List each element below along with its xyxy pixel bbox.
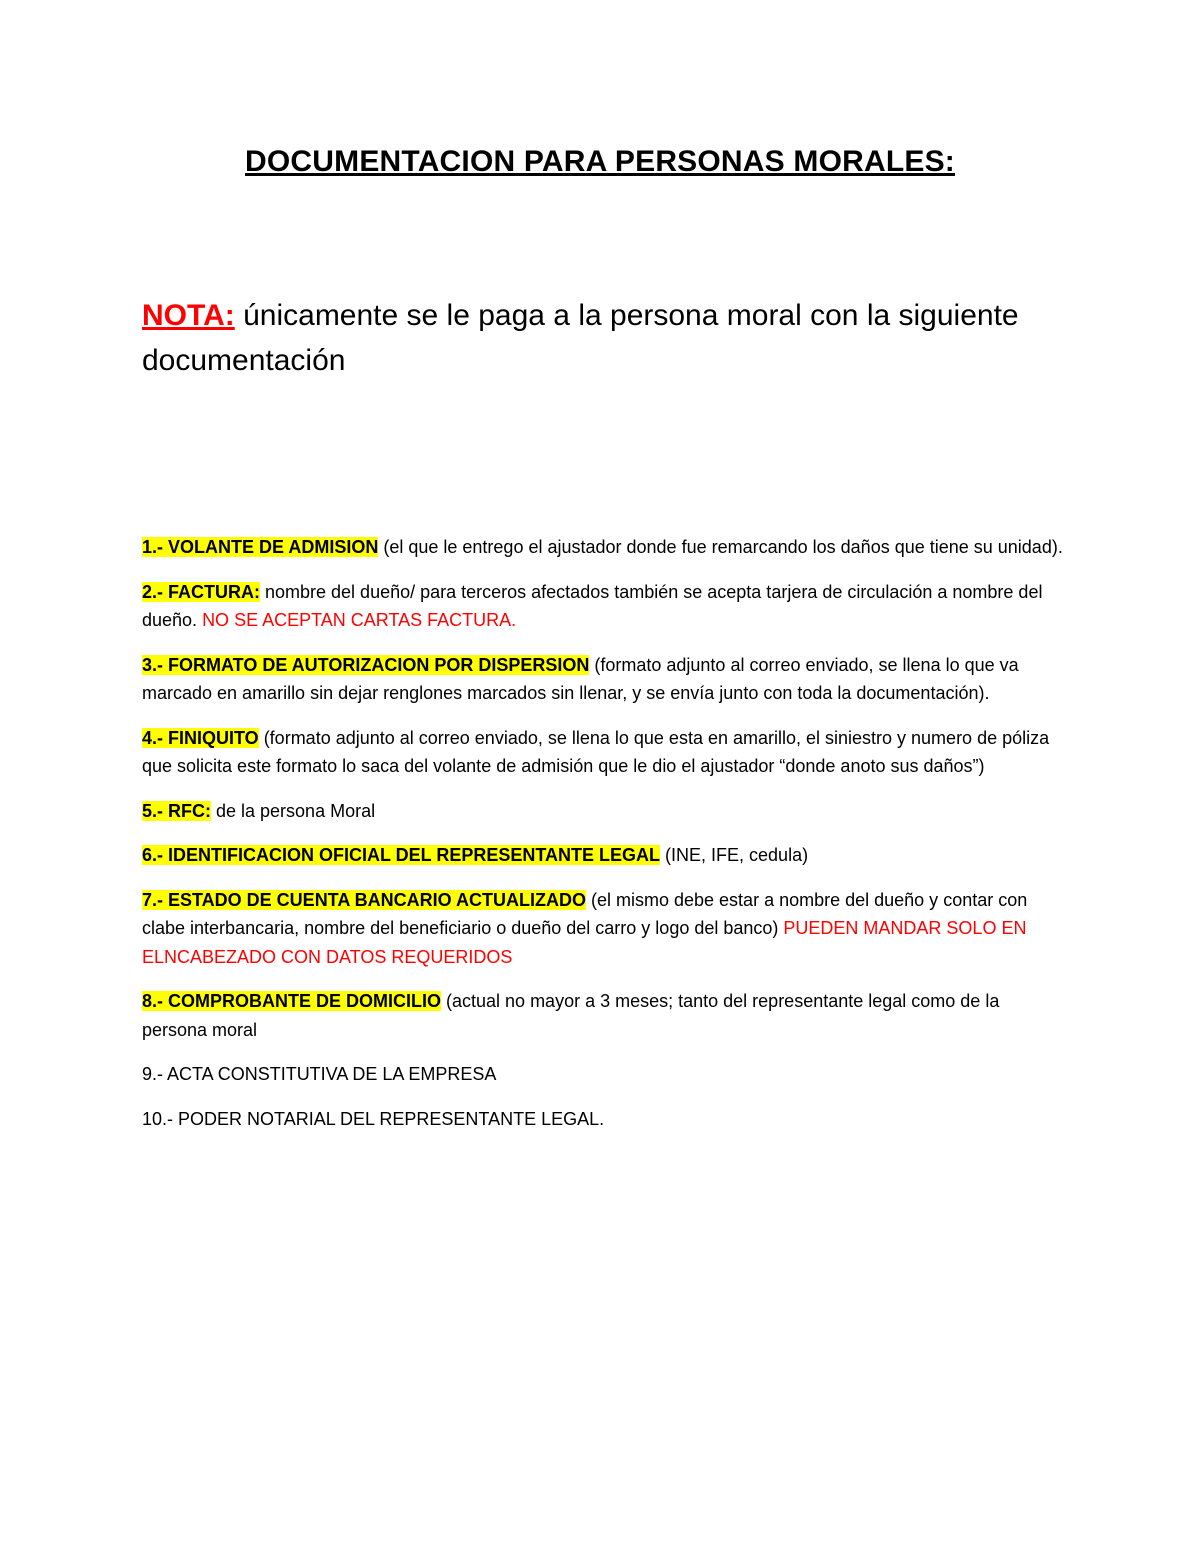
note-label: NOTA:	[142, 299, 235, 332]
list-item	[142, 841, 1067, 870]
item-text: (formato adjunto al correo enviado, se llena lo que esta en amarillo, el siniestro y numero de póliza que solicita este formato lo saca del volante de admisión que le dio el ajustador “donde anoto sus daños”)	[142, 727, 1050, 776]
item-text: (el que le entrego el ajustador donde fue remarcando los daños que tiene su unidad).	[378, 537, 1063, 557]
item-warning: PUEDEN MANDAR SOLO EN ELNCABEZADO CON DATOS REQUERIDOS	[142, 918, 1027, 967]
item-text: de la persona Moral	[211, 800, 376, 821]
item-plain: 10.- PODER NOTARIAL DEL REPRESENTANTE LEGAL.	[142, 1108, 605, 1129]
list-item	[142, 724, 1067, 781]
item-heading: 5.- RFC:	[142, 800, 211, 821]
list-item	[142, 886, 1067, 972]
item-heading: 7.- ESTADO DE CUENTA BANCARIO ACTUALIZADO	[142, 889, 586, 910]
note-paragraph	[142, 293, 1042, 383]
item-heading: 2.- FACTURA:	[142, 581, 260, 602]
item-plain: 9.- ACTA CONSTITUTIVA DE LA EMPRESA	[142, 1064, 497, 1084]
list-item	[142, 578, 1067, 635]
item-text: nombre del dueño/ para terceros afectados también se acepta tarjera de circulación a nombre del dueño.	[142, 581, 1043, 630]
note-text: únicamente se le paga a la persona moral con la siguiente documentación	[142, 299, 1019, 377]
item-text: (actual no mayor a 3 meses; tanto del representante legal como de la persona moral	[142, 991, 1000, 1040]
list-item	[142, 651, 1067, 708]
requirements-list	[142, 533, 1067, 1149]
document-title: DOCUMENTACION PARA PERSONAS MORALES:	[245, 145, 955, 178]
item-text: (formato adjunto al correo enviado, se llena lo que va marcado en amarillo sin dejar renglones marcados sin llenar, y se envía junto con toda la documentación).	[142, 654, 1019, 703]
list-item	[142, 1105, 1067, 1134]
item-warning: NO SE ACEPTAN CARTAS FACTURA.	[202, 610, 517, 630]
item-heading: 1.- VOLANTE DE ADMISION	[142, 537, 379, 557]
item-text: (el mismo debe estar a nombre del dueño y contar con clabe interbancaria, nombre del beneficiario o dueño del carro y logo del banco)	[142, 889, 1028, 938]
item-text: (INE, IFE, cedula)	[660, 845, 809, 865]
list-item	[142, 533, 1067, 562]
item-heading: 8.- COMPROBANTE DE DOMICILIO	[142, 991, 442, 1011]
item-heading: 3.- FORMATO DE AUTORIZACION POR DISPERSION	[142, 654, 590, 675]
item-heading: 4.- FINIQUITO	[142, 727, 259, 748]
list-item	[142, 797, 1067, 826]
list-item	[142, 987, 1067, 1044]
list-item	[142, 1060, 1067, 1089]
item-heading: 6.- IDENTIFICACION OFICIAL DEL REPRESENTANTE LEGAL	[142, 845, 661, 865]
